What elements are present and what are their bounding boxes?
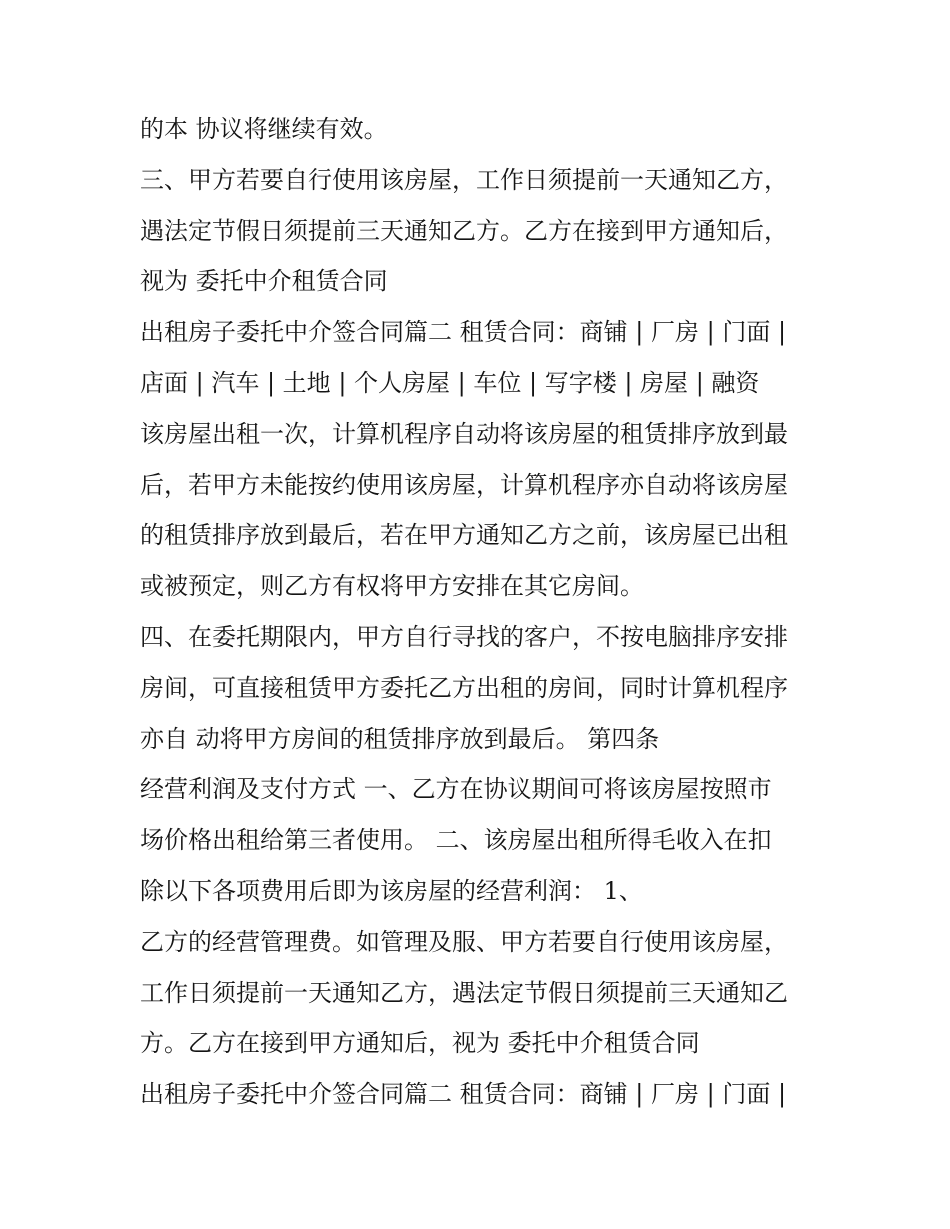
text-line: 工作日须提前一天通知乙方，遇法定节假日须提前三天通知乙	[140, 978, 788, 1007]
text-line: 后，若甲方未能按约使用该房屋，计算机程序亦自动将该房屋	[140, 470, 788, 499]
text-line: 遇法定节假日须提前三天通知乙方。乙方在接到甲方通知后，	[140, 216, 788, 245]
text-line: 场价格出租给第三者使用。 二、该房屋出租所得毛收入在扣	[140, 826, 772, 855]
text-line: 该房屋出租一次，计算机程序自动将该房屋的租赁排序放到最	[140, 419, 788, 448]
text-line: 房间，可直接租赁甲方委托乙方出租的房间，同时计算机程序	[140, 673, 788, 702]
text-line: 的租赁排序放到最后，若在甲方通知乙方之前，该房屋已出租	[140, 521, 788, 550]
text-line: 方。乙方在接到甲方通知后，视为 委托中介租赁合同	[140, 1029, 700, 1058]
text-line: 的本 协议将继续有效。	[140, 115, 388, 143]
text-line: 除以下各项费用后即为该房屋的经营利润： 1、	[140, 876, 643, 905]
text-line: 或被预定，则乙方有权将甲方安排在其它房间。	[140, 572, 644, 601]
text-line: 出租房子委托中介签合同篇二 租赁合同：商铺 | 厂房 | 门面 |	[140, 1080, 787, 1109]
text-line: 视为 委托中介租赁合同	[140, 267, 388, 296]
text-line: 店面 | 汽车 | 土地 | 个人房屋 | 车位 | 写字楼 | 房屋 | 融资	[140, 368, 760, 397]
text-line: 经营利润及支付方式 一、乙方在协议期间可将该房屋按照市	[140, 775, 772, 804]
text-line: 亦自 动将甲方房间的租赁排序放到最后。 第四条	[140, 724, 660, 753]
text-line: 乙方的经营管理费。如管理及服、甲方若要自行使用该房屋，	[140, 927, 788, 956]
text-line: 出租房子委托中介签合同篇二 租赁合同：商铺 | 厂房 | 门面 |	[140, 318, 787, 347]
text-line: 四、在委托期限内，甲方自行寻找的客户，不按电脑排序安排	[140, 622, 788, 651]
text-line: 三、甲方若要自行使用该房屋，工作日须提前一天通知乙方，	[140, 165, 788, 194]
document-body	[140, 104, 820, 1120]
